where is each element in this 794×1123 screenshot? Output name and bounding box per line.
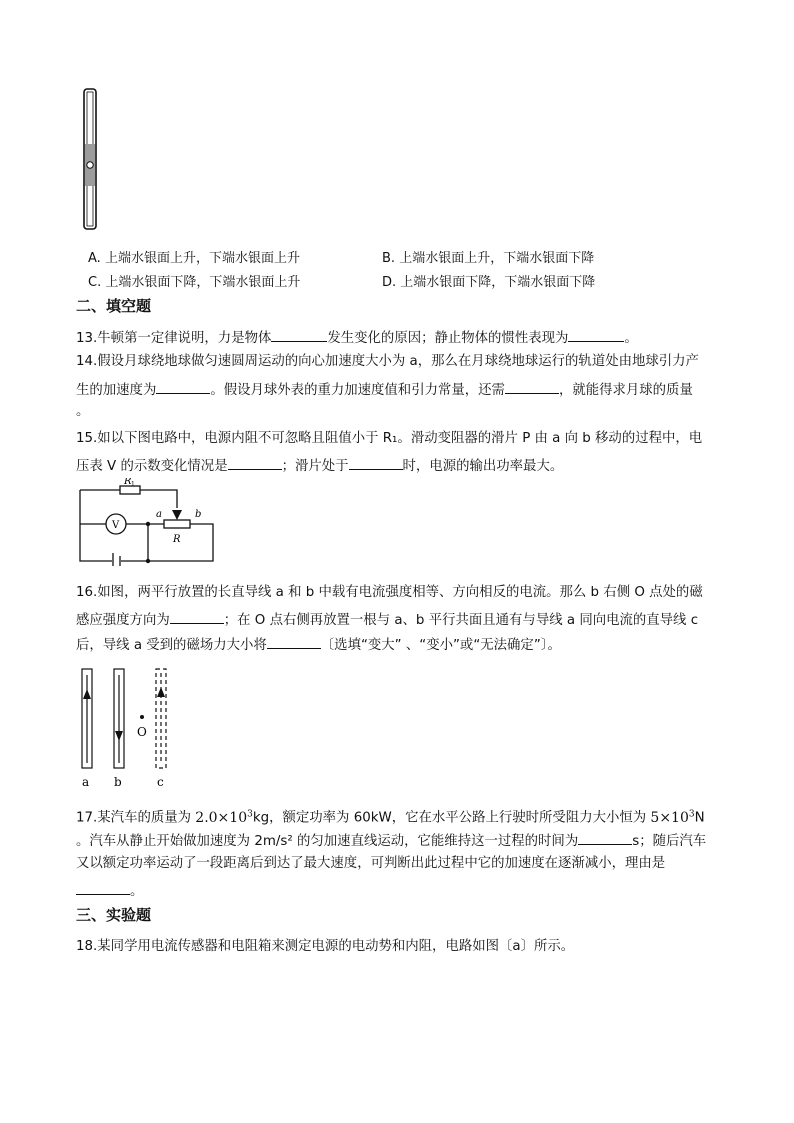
label-v: V	[112, 520, 120, 531]
question-18: 18.某同学用电流传感器和电阻箱来测定电源的电动势和内阻，电路如图〔a〕所示。	[76, 939, 575, 954]
q14-line2-a: 生的加速度为	[76, 383, 157, 398]
q17-mass-value: 2.0×10	[195, 809, 248, 826]
q13-part3: 。	[624, 331, 638, 346]
option-d-text: 上端水银面下降，下端水银面下降	[400, 275, 596, 290]
option-a-letter: A.	[88, 251, 101, 266]
q17-mass	[195, 810, 253, 826]
q16-line2-a: 感应强度方向为	[76, 613, 170, 628]
question-13	[76, 327, 638, 348]
q14-blank-2[interactable]	[505, 379, 559, 394]
label-b: b	[195, 509, 202, 520]
q16-line2	[76, 609, 698, 630]
q15-line2-a: 压表 V 的示数变化情况是	[76, 459, 228, 474]
q17-force-exp: 3	[688, 809, 695, 819]
q17-part1: 17.某汽车的质量为	[76, 810, 192, 826]
q14-line3: 。	[76, 404, 90, 419]
q15-blank-1[interactable]	[228, 455, 282, 470]
q17-line4	[76, 880, 143, 901]
q17-force	[650, 810, 694, 826]
wires-figure	[76, 665, 186, 790]
q17-mass-exp: 3	[247, 809, 253, 819]
option-b-letter: B.	[382, 251, 396, 266]
q14-line2	[76, 379, 693, 400]
slider-arrow	[172, 510, 182, 520]
label-r: R	[173, 534, 181, 545]
q13-blank-2[interactable]	[568, 327, 624, 342]
section-title-experiment: 三、实验题	[76, 906, 152, 924]
q16-line2-b: ；在 O 点右侧再放置一根与 a、b 平行共面且通有与导线 a 同向电流的直导线 c	[223, 613, 699, 628]
option-c-letter: C.	[88, 275, 102, 290]
label-wire-b: b	[114, 775, 122, 789]
option-d-letter: D.	[382, 275, 397, 290]
option-c	[88, 271, 300, 290]
q15-line2-b: ；滑片处于	[281, 459, 349, 474]
q17-line1	[76, 805, 705, 828]
q17-line4-end: 。	[130, 884, 144, 899]
q15-line2-c: 时，电源的输出功率最大。	[402, 459, 564, 474]
q17-line2-a: 。汽车从静止开始做加速度为 2m/s² 的匀加速直线运动，它能维持这一过程的时间为	[76, 834, 579, 849]
circuit-diagram	[76, 478, 218, 566]
q15-line2	[76, 455, 563, 476]
q16-line3-a: 后，导线 a 受到的磁场力大小将	[76, 638, 267, 653]
q13-part1: 13.牛顿第一定律说明，力是物体	[76, 331, 272, 346]
label-r1-sub: 1	[131, 481, 135, 488]
q17-force-value: 5×10	[650, 809, 689, 826]
q13-part2: 发生变化的原因；静止物体的惯性表现为	[327, 331, 569, 346]
q14-line2-c: ，就能得求月球的质量	[558, 383, 693, 398]
q17-mass-unit: kg，额定功率为 60kW，它在水平公路上行驶时所受阻力大小恒为	[252, 810, 647, 826]
q17-blank-1[interactable]	[578, 830, 632, 845]
label-r1: R	[124, 478, 132, 487]
label-wire-c: c	[157, 775, 164, 789]
junction-dot-1	[146, 522, 150, 526]
q16-line1: 16.如图，两平行放置的长直导线 a 和 b 中载有电流强度相等、方向相反的电流。那么 b 右侧 O 点处的磁	[76, 585, 703, 600]
option-b-text: 上端水银面上升，下端水银面下降	[399, 251, 595, 266]
q16-line3	[76, 634, 561, 655]
q14-line2-b: 。假设月球外表的重力加速度值和引力常量，还需	[210, 383, 505, 398]
resistor-r1	[120, 486, 140, 494]
option-b	[382, 247, 594, 266]
q17-blank-2[interactable]	[76, 880, 130, 895]
q17-force-unit: N	[694, 810, 705, 826]
q14-line1: 14.假设月球绕地球做匀速圆周运动的向心加速度大小为 a，那么在月球绕地球运行的轨道处由地球引力产	[76, 354, 699, 369]
q15-blank-2[interactable]	[349, 455, 403, 470]
junction-dot-2	[146, 559, 150, 563]
rheostat-r	[164, 520, 190, 528]
section-title-fill-in: 二、填空题	[76, 297, 152, 315]
tube-pivot	[87, 162, 93, 168]
option-d	[382, 271, 595, 290]
point-o-dot	[140, 715, 144, 719]
label-o: O	[137, 725, 147, 739]
q17-line2	[76, 830, 706, 851]
tube-figure	[80, 86, 104, 234]
q14-blank-1[interactable]	[156, 379, 210, 394]
q15-line1: 15.如以下图电路中，电源内阻不可忽略且阻值小于 R₁。滑动变阻器的滑片 P 由 a 向 b 移动的过程中，电	[76, 431, 703, 446]
q17-line3: 又以额定功率运动了一段距离后到达了最大速度，可判断出此过程中它的加速度在逐渐减小，理由是	[76, 856, 666, 871]
q16-blank-2[interactable]	[267, 634, 321, 649]
q13-blank-1[interactable]	[271, 327, 327, 342]
label-a: a	[156, 509, 162, 520]
q17-line2-b: s；随后汽车	[632, 834, 707, 849]
q16-line3-b: 〔选填“变大” 、“变小”或“无法确定”〕。	[320, 638, 561, 653]
option-a-text: 上端水银面上升，下端水银面上升	[104, 251, 300, 266]
q16-blank-1[interactable]	[170, 609, 224, 624]
option-c-text: 上端水银面下降，下端水银面上升	[105, 275, 301, 290]
label-wire-a: a	[82, 775, 90, 789]
option-a	[88, 247, 300, 266]
